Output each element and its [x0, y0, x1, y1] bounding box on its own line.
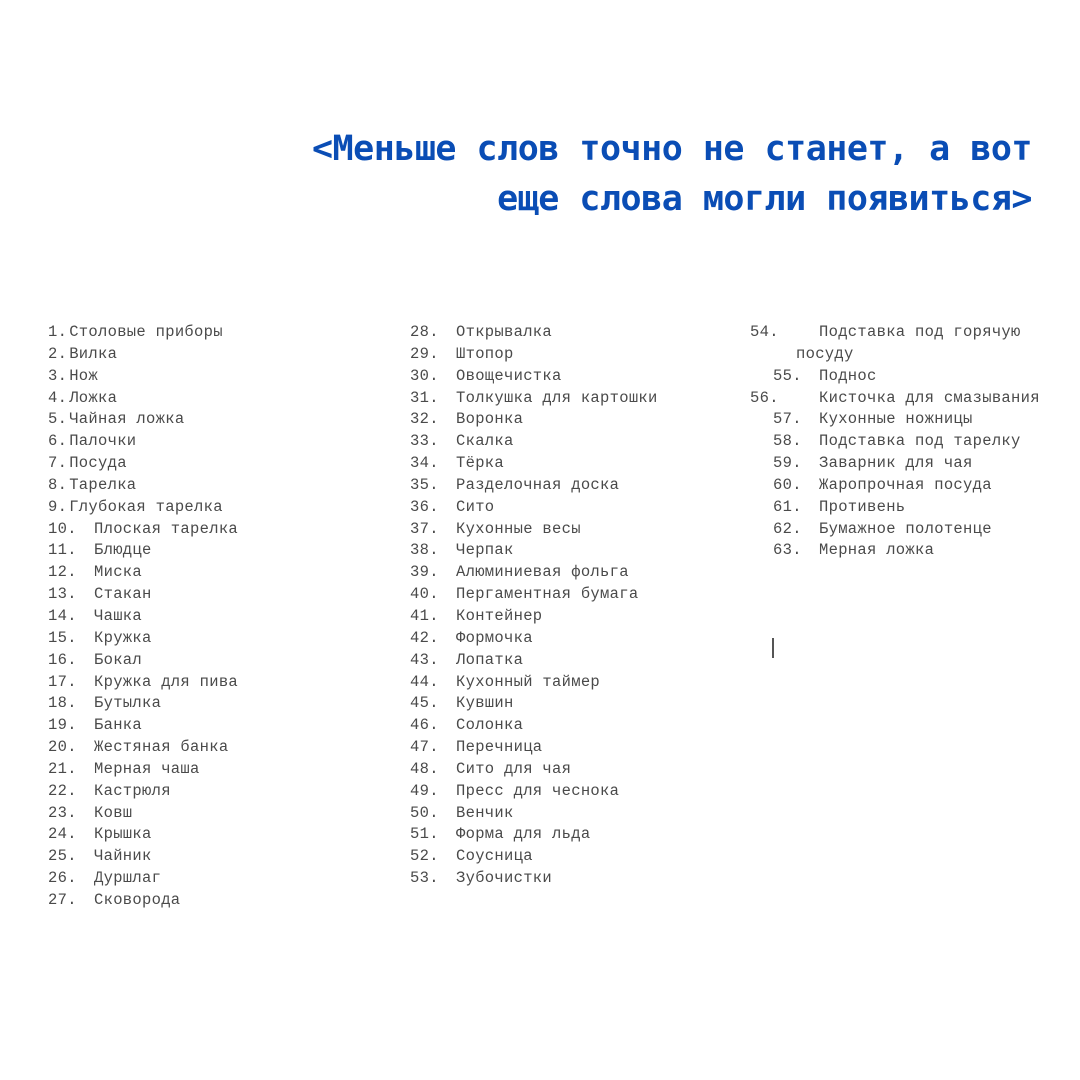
- item-text: Кухонные весы: [456, 519, 581, 538]
- item-number: 40.: [410, 585, 439, 604]
- item-number: 17.: [48, 672, 77, 691]
- list-item: [48, 322, 378, 344]
- list-item: [773, 497, 1043, 519]
- list-item: [410, 562, 750, 584]
- list-item: [48, 868, 378, 890]
- list-item: [773, 475, 1043, 497]
- item-number: 11.: [48, 541, 77, 560]
- item-number: 30.: [410, 366, 439, 385]
- item-text: Сито: [456, 497, 495, 516]
- item-text: Жаропрочная посуда: [819, 475, 992, 494]
- item-text: Зубочистки: [456, 869, 553, 888]
- item-number: 15.: [48, 628, 77, 647]
- item-number: 51.: [410, 825, 439, 844]
- list-item: [773, 453, 1043, 475]
- item-number: 14.: [48, 606, 77, 625]
- item-text: Вилка: [69, 344, 118, 363]
- item-text: Жестяная банка: [94, 738, 229, 757]
- item-number: 57.: [773, 410, 802, 429]
- item-text: Черпак: [456, 541, 514, 560]
- item-text: Перечница: [456, 738, 543, 757]
- item-number: 34.: [410, 454, 439, 473]
- list-item: [410, 868, 750, 890]
- list-item: [410, 737, 750, 759]
- list-item: [48, 519, 378, 541]
- item-text: Противень: [819, 497, 906, 516]
- list-item: [410, 606, 750, 628]
- list-item: [48, 715, 378, 737]
- list-item: [410, 366, 750, 388]
- item-text: Бокал: [94, 650, 143, 669]
- item-number: 3.: [48, 366, 68, 385]
- list-item: [48, 846, 378, 868]
- item-text: Подставка под горячую посуду: [796, 323, 1021, 363]
- list-item: [48, 431, 378, 453]
- item-text: Кухонные ножницы: [819, 410, 973, 429]
- item-text: Разделочная доска: [456, 475, 620, 494]
- item-text: Штопор: [456, 344, 514, 363]
- list-item: [48, 475, 378, 497]
- item-text: Палочки: [69, 432, 137, 451]
- list-item: [410, 409, 750, 431]
- item-number: 58.: [773, 432, 802, 451]
- item-text: Нож: [69, 366, 99, 385]
- list-item: [48, 453, 378, 475]
- item-number: 41.: [410, 606, 439, 625]
- item-number: 55.: [773, 366, 802, 385]
- item-text: Плоская тарелка: [94, 519, 239, 538]
- list-item: [48, 344, 378, 366]
- item-text: Чайник: [94, 847, 152, 866]
- headline-line-2: еще слова могли появиться>: [497, 179, 1032, 219]
- list-item: [48, 693, 378, 715]
- item-text: Кружка для пива: [94, 672, 239, 691]
- item-number: 10.: [48, 519, 77, 538]
- item-number: 9.: [48, 497, 68, 516]
- list-item: [750, 322, 1043, 366]
- word-list-column-3: [750, 322, 1043, 562]
- item-number: 21.: [48, 759, 77, 778]
- list-item: [410, 693, 750, 715]
- item-text: Блюдце: [94, 541, 152, 560]
- list-item: [410, 344, 750, 366]
- list-item: [410, 540, 750, 562]
- list-item: [410, 584, 750, 606]
- item-text: Соусница: [456, 847, 533, 866]
- item-text: Глубокая тарелка: [69, 497, 223, 516]
- item-text: Чашка: [94, 606, 143, 625]
- list-item: [48, 781, 378, 803]
- item-number: 35.: [410, 475, 439, 494]
- list-item: [48, 366, 378, 388]
- list-item: [410, 431, 750, 453]
- list-item: [750, 388, 1043, 410]
- item-number: 20.: [48, 738, 77, 757]
- item-text: Чайная ложка: [69, 410, 185, 429]
- list-item: [410, 453, 750, 475]
- list-item: [410, 519, 750, 541]
- item-number: 54.: [750, 323, 779, 341]
- item-text: Венчик: [456, 803, 514, 822]
- item-text: Формочка: [456, 628, 533, 647]
- item-number: 13.: [48, 585, 77, 604]
- item-number: 31.: [410, 388, 439, 407]
- item-number: 27.: [48, 890, 77, 909]
- item-text: Сковорода: [94, 890, 181, 909]
- item-number: 37.: [410, 519, 439, 538]
- list-item: [48, 737, 378, 759]
- list-item: [48, 562, 378, 584]
- item-number: 29.: [410, 344, 439, 363]
- item-text: Миска: [94, 563, 143, 582]
- item-text: Пресс для чеснока: [456, 781, 620, 800]
- headline: [212, 124, 1032, 224]
- item-text: Мерная ложка: [819, 541, 935, 560]
- item-text: Дуршлаг: [94, 869, 162, 888]
- item-number: 47.: [410, 738, 439, 757]
- list-item: [48, 606, 378, 628]
- item-text: Крышка: [94, 825, 152, 844]
- list-item: [48, 584, 378, 606]
- item-text: Толкушка для картошки: [456, 388, 658, 407]
- item-number: 24.: [48, 825, 77, 844]
- list-item: [410, 388, 750, 410]
- item-text: Кувшин: [456, 694, 514, 713]
- item-number: 22.: [48, 781, 77, 800]
- item-number: 43.: [410, 650, 439, 669]
- list-item: [410, 628, 750, 650]
- item-number: 61.: [773, 497, 802, 516]
- item-text: Поднос: [819, 366, 877, 385]
- item-number: 23.: [48, 803, 77, 822]
- item-number: 63.: [773, 541, 802, 560]
- item-text: Солонка: [456, 716, 524, 735]
- item-number: 16.: [48, 650, 77, 669]
- item-number: 33.: [410, 432, 439, 451]
- item-number: 1.: [48, 323, 68, 341]
- list-item: [48, 540, 378, 562]
- item-text: Тарелка: [69, 475, 137, 494]
- list-item: [410, 846, 750, 868]
- word-list-column-1: [48, 322, 378, 912]
- item-text: Посуда: [69, 454, 127, 473]
- item-number: 50.: [410, 803, 439, 822]
- list-item: [410, 781, 750, 803]
- item-text: Алюминиевая фольга: [456, 563, 629, 582]
- item-number: 18.: [48, 694, 77, 713]
- item-number: 42.: [410, 628, 439, 647]
- item-text: Контейнер: [456, 606, 543, 625]
- item-number: 59.: [773, 454, 802, 473]
- item-text: Кружка: [94, 628, 152, 647]
- list-item: [773, 519, 1043, 541]
- list-item: [48, 388, 378, 410]
- list-item: [410, 715, 750, 737]
- item-text: Кисточка для смазывания: [819, 388, 1040, 407]
- item-number: 62.: [773, 519, 802, 538]
- item-text: Мерная чаша: [94, 759, 200, 778]
- item-number: 25.: [48, 847, 77, 866]
- item-text: Овощечистка: [456, 366, 562, 385]
- list-item: [410, 803, 750, 825]
- item-text: Сито для чая: [456, 759, 572, 778]
- item-number: 56.: [750, 388, 779, 407]
- list-item: [773, 431, 1043, 453]
- item-number: 2.: [48, 344, 68, 363]
- item-number: 26.: [48, 869, 77, 888]
- item-number: 6.: [48, 432, 68, 451]
- item-text: Ковш: [94, 803, 133, 822]
- list-item: [410, 672, 750, 694]
- list-item: [48, 650, 378, 672]
- list-item: [48, 497, 378, 519]
- item-text: Лопатка: [456, 650, 524, 669]
- item-number: 28.: [410, 323, 439, 341]
- item-text: Бумажное полотенце: [819, 519, 992, 538]
- list-item: [773, 540, 1043, 562]
- item-text: Открывалка: [456, 323, 553, 341]
- item-text: Форма для льда: [456, 825, 591, 844]
- item-text: Банка: [94, 716, 143, 735]
- list-item: [48, 890, 378, 912]
- list-item: [410, 824, 750, 846]
- item-text: Тёрка: [456, 454, 505, 473]
- item-text: Бутылка: [94, 694, 162, 713]
- item-number: 32.: [410, 410, 439, 429]
- item-number: 60.: [773, 475, 802, 494]
- item-text: Воронка: [456, 410, 524, 429]
- item-text: Подставка под тарелку: [819, 432, 1021, 451]
- list-item: [48, 409, 378, 431]
- item-number: 46.: [410, 716, 439, 735]
- item-number: 52.: [410, 847, 439, 866]
- item-number: 8.: [48, 475, 68, 494]
- item-number: 5.: [48, 410, 68, 429]
- item-text: Пергаментная бумага: [456, 585, 639, 604]
- item-text: Ложка: [69, 388, 118, 407]
- list-item: [48, 759, 378, 781]
- item-number: 39.: [410, 563, 439, 582]
- item-number: 12.: [48, 563, 77, 582]
- item-number: 36.: [410, 497, 439, 516]
- list-item: [410, 497, 750, 519]
- item-text: Кухонный таймер: [456, 672, 601, 691]
- list-item: [773, 366, 1043, 388]
- text-cursor: [772, 638, 774, 658]
- list-item: [410, 475, 750, 497]
- list-item: [410, 322, 750, 344]
- item-text: Столовые приборы: [69, 323, 223, 341]
- list-item: [48, 628, 378, 650]
- item-number: 45.: [410, 694, 439, 713]
- item-number: 7.: [48, 454, 68, 473]
- list-item: [410, 759, 750, 781]
- word-list-column-2: [410, 322, 750, 890]
- list-item: [48, 824, 378, 846]
- list-item: [410, 650, 750, 672]
- item-number: 53.: [410, 869, 439, 888]
- item-number: 19.: [48, 716, 77, 735]
- item-text: Заварник для чая: [819, 454, 973, 473]
- list-item: [48, 672, 378, 694]
- item-text: Стакан: [94, 585, 152, 604]
- item-text: Кастрюля: [94, 781, 171, 800]
- item-number: 38.: [410, 541, 439, 560]
- list-item: [773, 409, 1043, 431]
- item-text: Скалка: [456, 432, 514, 451]
- headline-line-1: <Меньше слов точно не станет, а вот: [311, 129, 1032, 169]
- item-number: 49.: [410, 781, 439, 800]
- item-number: 48.: [410, 759, 439, 778]
- item-number: 4.: [48, 388, 68, 407]
- item-number: 44.: [410, 672, 439, 691]
- list-item: [48, 803, 378, 825]
